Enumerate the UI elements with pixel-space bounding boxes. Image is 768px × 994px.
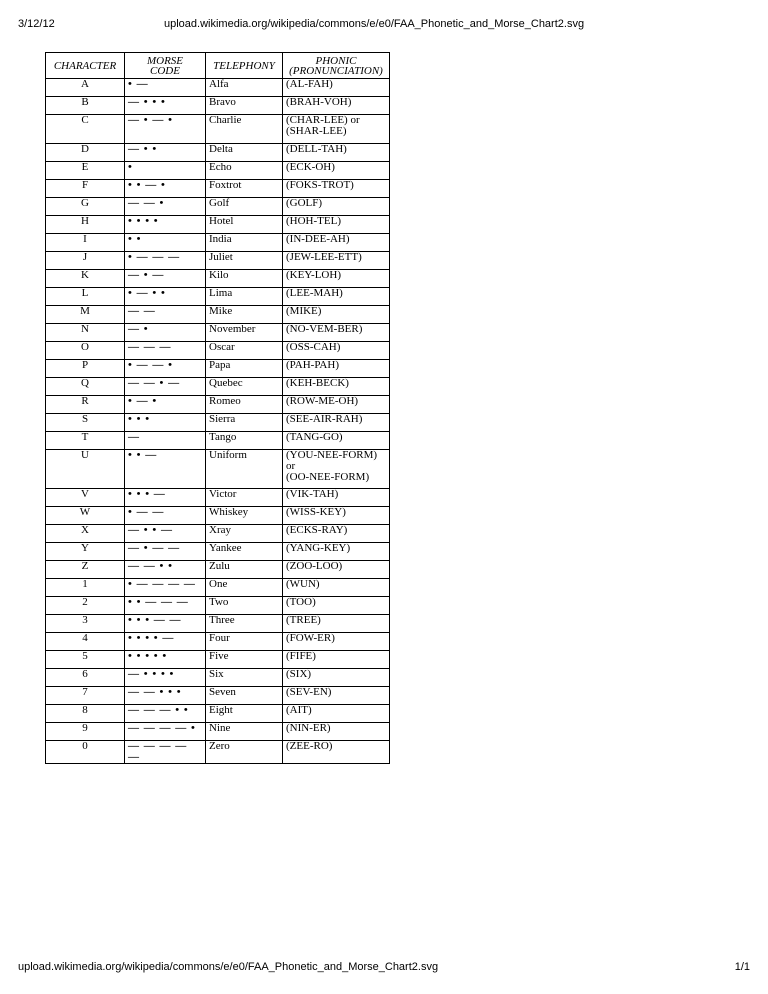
morse-code-cell: • • • • • <box>125 651 206 669</box>
morse-code-cell: — • — <box>125 270 206 288</box>
telephony-cell: Lima <box>206 288 283 306</box>
table-row <box>46 615 390 633</box>
table-row <box>46 288 390 306</box>
telephony-cell: Mike <box>206 306 283 324</box>
phonic-cell: (FOW-ER) <box>283 633 390 651</box>
table-row <box>46 216 390 234</box>
character-cell: 3 <box>46 615 125 633</box>
telephony-cell: Zero <box>206 741 283 764</box>
phonic-cell: (PAH-PAH) <box>283 360 390 378</box>
telephony-cell: Echo <box>206 162 283 180</box>
phonic-cell: (ZOO-LOO) <box>283 561 390 579</box>
telephony-cell: November <box>206 324 283 342</box>
table-row <box>46 651 390 669</box>
telephony-cell: Four <box>206 633 283 651</box>
character-cell: H <box>46 216 125 234</box>
morse-code-cell: — • • <box>125 144 206 162</box>
telephony-cell: Eight <box>206 705 283 723</box>
telephony-cell: Victor <box>206 489 283 507</box>
table-row <box>46 324 390 342</box>
morse-code-cell: • • <box>125 234 206 252</box>
character-cell: M <box>46 306 125 324</box>
morse-code-cell: — — • • • <box>125 687 206 705</box>
table-header-row <box>46 53 390 79</box>
phonic-cell: (TANG-GO) <box>283 432 390 450</box>
character-cell: G <box>46 198 125 216</box>
page-number: 1/1 <box>734 961 750 973</box>
character-cell: W <box>46 507 125 525</box>
character-cell: 6 <box>46 669 125 687</box>
character-cell: 5 <box>46 651 125 669</box>
morse-code-cell: • • • — — <box>125 615 206 633</box>
table-row <box>46 180 390 198</box>
table-row <box>46 270 390 288</box>
table-row <box>46 543 390 561</box>
morse-code-cell: — • — — <box>125 543 206 561</box>
telephony-cell: Foxtrot <box>206 180 283 198</box>
character-cell: F <box>46 180 125 198</box>
morse-code-cell: — • — • <box>125 115 206 144</box>
character-cell: N <box>46 324 125 342</box>
telephony-cell: Oscar <box>206 342 283 360</box>
morse-code-cell: • — — — <box>125 252 206 270</box>
telephony-cell: Three <box>206 615 283 633</box>
telephony-cell: Delta <box>206 144 283 162</box>
character-cell: 0 <box>46 741 125 764</box>
table-row <box>46 79 390 97</box>
morse-code-cell: — • • — <box>125 525 206 543</box>
morse-code-cell: — — • <box>125 198 206 216</box>
character-cell: 9 <box>46 723 125 741</box>
table-row <box>46 97 390 115</box>
morse-code-cell: • • • — <box>125 489 206 507</box>
morse-code-cell: — — — — — <box>125 741 206 764</box>
telephony-cell: Papa <box>206 360 283 378</box>
phonic-cell: (WUN) <box>283 579 390 597</box>
phonic-cell: (GOLF) <box>283 198 390 216</box>
table-row <box>46 705 390 723</box>
morse-code-cell: — — — — • <box>125 723 206 741</box>
phonic-cell: (YOU-NEE-FORM) or (OO-NEE-FORM) <box>283 450 390 489</box>
phonic-cell: (CHAR-LEE) or (SHAR-LEE) <box>283 115 390 144</box>
morse-code-cell: • <box>125 162 206 180</box>
telephony-cell: Six <box>206 669 283 687</box>
character-cell: Z <box>46 561 125 579</box>
telephony-cell: Seven <box>206 687 283 705</box>
table-row <box>46 450 390 489</box>
phonic-cell: (BRAH-VOH) <box>283 97 390 115</box>
phonic-cell: (KEY-LOH) <box>283 270 390 288</box>
phonic-cell: (IN-DEE-AH) <box>283 234 390 252</box>
character-cell: V <box>46 489 125 507</box>
table-row <box>46 687 390 705</box>
phonic-cell: (MIKE) <box>283 306 390 324</box>
phonic-cell: (ECKS-RAY) <box>283 525 390 543</box>
morse-code-cell: • • • • — <box>125 633 206 651</box>
character-cell: 8 <box>46 705 125 723</box>
table-row <box>46 342 390 360</box>
phonic-cell: (JEW-LEE-ETT) <box>283 252 390 270</box>
telephony-cell: Quebec <box>206 378 283 396</box>
character-cell: U <box>46 450 125 489</box>
character-cell: R <box>46 396 125 414</box>
header-morse-code: MORSE CODE <box>125 53 206 79</box>
telephony-cell: Romeo <box>206 396 283 414</box>
page-url-footer: upload.wikimedia.org/wikipedia/commons/e/e0/FAA_Phonetic_and_Morse_Chart2.svg <box>18 961 439 973</box>
morse-code-cell: • — • • <box>125 288 206 306</box>
character-cell: A <box>46 79 125 97</box>
telephony-cell: Charlie <box>206 115 283 144</box>
character-cell: 2 <box>46 597 125 615</box>
phonic-cell: (NIN-ER) <box>283 723 390 741</box>
table-row <box>46 162 390 180</box>
telephony-cell: Bravo <box>206 97 283 115</box>
character-cell: K <box>46 270 125 288</box>
table-row <box>46 432 390 450</box>
telephony-cell: Two <box>206 597 283 615</box>
morse-code-cell: — • <box>125 324 206 342</box>
telephony-cell: India <box>206 234 283 252</box>
table-row <box>46 414 390 432</box>
telephony-cell: Whiskey <box>206 507 283 525</box>
table-row <box>46 741 390 764</box>
morse-code-cell: • — <box>125 79 206 97</box>
telephony-cell: Five <box>206 651 283 669</box>
telephony-cell: Yankee <box>206 543 283 561</box>
morse-code-cell: • — — <box>125 507 206 525</box>
character-cell: L <box>46 288 125 306</box>
table-row <box>46 669 390 687</box>
morse-code-cell: — — — • • <box>125 705 206 723</box>
character-cell: Q <box>46 378 125 396</box>
phonic-cell: (LEE-MAH) <box>283 288 390 306</box>
page-url-header: upload.wikimedia.org/wikipedia/commons/e/e0/FAA_Phonetic_and_Morse_Chart2.svg <box>164 18 585 30</box>
character-cell: J <box>46 252 125 270</box>
morse-code-cell: • — — • <box>125 360 206 378</box>
morse-code-cell: • — • <box>125 396 206 414</box>
header-character: CHARACTER <box>46 53 125 79</box>
morse-code-cell: • — — — — <box>125 579 206 597</box>
telephony-cell: Hotel <box>206 216 283 234</box>
telephony-cell: Sierra <box>206 414 283 432</box>
morse-code-cell: • • — — — <box>125 597 206 615</box>
telephony-cell: Nine <box>206 723 283 741</box>
morse-code-cell: — — • • <box>125 561 206 579</box>
morse-code-cell: — — • — <box>125 378 206 396</box>
phonic-cell: (SIX) <box>283 669 390 687</box>
phonetic-morse-table <box>45 52 390 764</box>
phonic-cell: (FIFE) <box>283 651 390 669</box>
telephony-cell: Zulu <box>206 561 283 579</box>
phonic-cell: (AL-FAH) <box>283 79 390 97</box>
morse-code-cell: — — <box>125 306 206 324</box>
character-cell: 1 <box>46 579 125 597</box>
table-row <box>46 360 390 378</box>
phonic-cell: (ROW-ME-OH) <box>283 396 390 414</box>
morse-code-cell: — • • • <box>125 97 206 115</box>
phonic-cell: (ZEE-RO) <box>283 741 390 764</box>
print-date: 3/12/12 <box>18 18 55 30</box>
phonic-cell: (KEH-BECK) <box>283 378 390 396</box>
phonic-cell: (ECK-OH) <box>283 162 390 180</box>
phonic-cell: (FOKS-TROT) <box>283 180 390 198</box>
header-telephony: TELEPHONY <box>206 53 283 79</box>
phonic-cell: (TOO) <box>283 597 390 615</box>
character-cell: X <box>46 525 125 543</box>
character-cell: I <box>46 234 125 252</box>
phonic-cell: (AIT) <box>283 705 390 723</box>
telephony-cell: Kilo <box>206 270 283 288</box>
table-row <box>46 633 390 651</box>
character-cell: P <box>46 360 125 378</box>
phonic-cell: (SEE-AIR-RAH) <box>283 414 390 432</box>
table-row <box>46 525 390 543</box>
telephony-cell: Uniform <box>206 450 283 489</box>
table-row <box>46 115 390 144</box>
table-row <box>46 234 390 252</box>
phonic-cell: (YANG-KEY) <box>283 543 390 561</box>
character-cell: Y <box>46 543 125 561</box>
character-cell: 4 <box>46 633 125 651</box>
telephony-cell: Juliet <box>206 252 283 270</box>
table-row <box>46 306 390 324</box>
phonic-cell: (HOH-TEL) <box>283 216 390 234</box>
telephony-cell: Golf <box>206 198 283 216</box>
table-row <box>46 252 390 270</box>
telephony-cell: Alfa <box>206 79 283 97</box>
character-cell: C <box>46 115 125 144</box>
character-cell: 7 <box>46 687 125 705</box>
table-row <box>46 561 390 579</box>
table-row <box>46 489 390 507</box>
character-cell: D <box>46 144 125 162</box>
morse-code-cell: — — — <box>125 342 206 360</box>
phonic-cell: (NO-VEM-BER) <box>283 324 390 342</box>
table-row <box>46 378 390 396</box>
table-row <box>46 597 390 615</box>
telephony-cell: Tango <box>206 432 283 450</box>
morse-code-cell: • • • • <box>125 216 206 234</box>
table-row <box>46 723 390 741</box>
morse-code-cell: • • — • <box>125 180 206 198</box>
character-cell: B <box>46 97 125 115</box>
character-cell: E <box>46 162 125 180</box>
table-row <box>46 507 390 525</box>
table-row <box>46 144 390 162</box>
morse-code-cell: — <box>125 432 206 450</box>
phonic-cell: (DELL-TAH) <box>283 144 390 162</box>
header-phonic: PHONIC (PRONUNCIATION) <box>283 53 390 79</box>
phonic-cell: (VIK-TAH) <box>283 489 390 507</box>
phonic-cell: (WISS-KEY) <box>283 507 390 525</box>
phonic-cell: (TREE) <box>283 615 390 633</box>
character-cell: O <box>46 342 125 360</box>
table-row <box>46 198 390 216</box>
character-cell: T <box>46 432 125 450</box>
phonic-cell: (SEV-EN) <box>283 687 390 705</box>
table-row <box>46 579 390 597</box>
morse-code-cell: • • • <box>125 414 206 432</box>
phonic-cell: (OSS-CAH) <box>283 342 390 360</box>
telephony-cell: Xray <box>206 525 283 543</box>
table-row <box>46 396 390 414</box>
telephony-cell: One <box>206 579 283 597</box>
character-cell: S <box>46 414 125 432</box>
morse-code-cell: • • — <box>125 450 206 489</box>
morse-code-cell: — • • • • <box>125 669 206 687</box>
